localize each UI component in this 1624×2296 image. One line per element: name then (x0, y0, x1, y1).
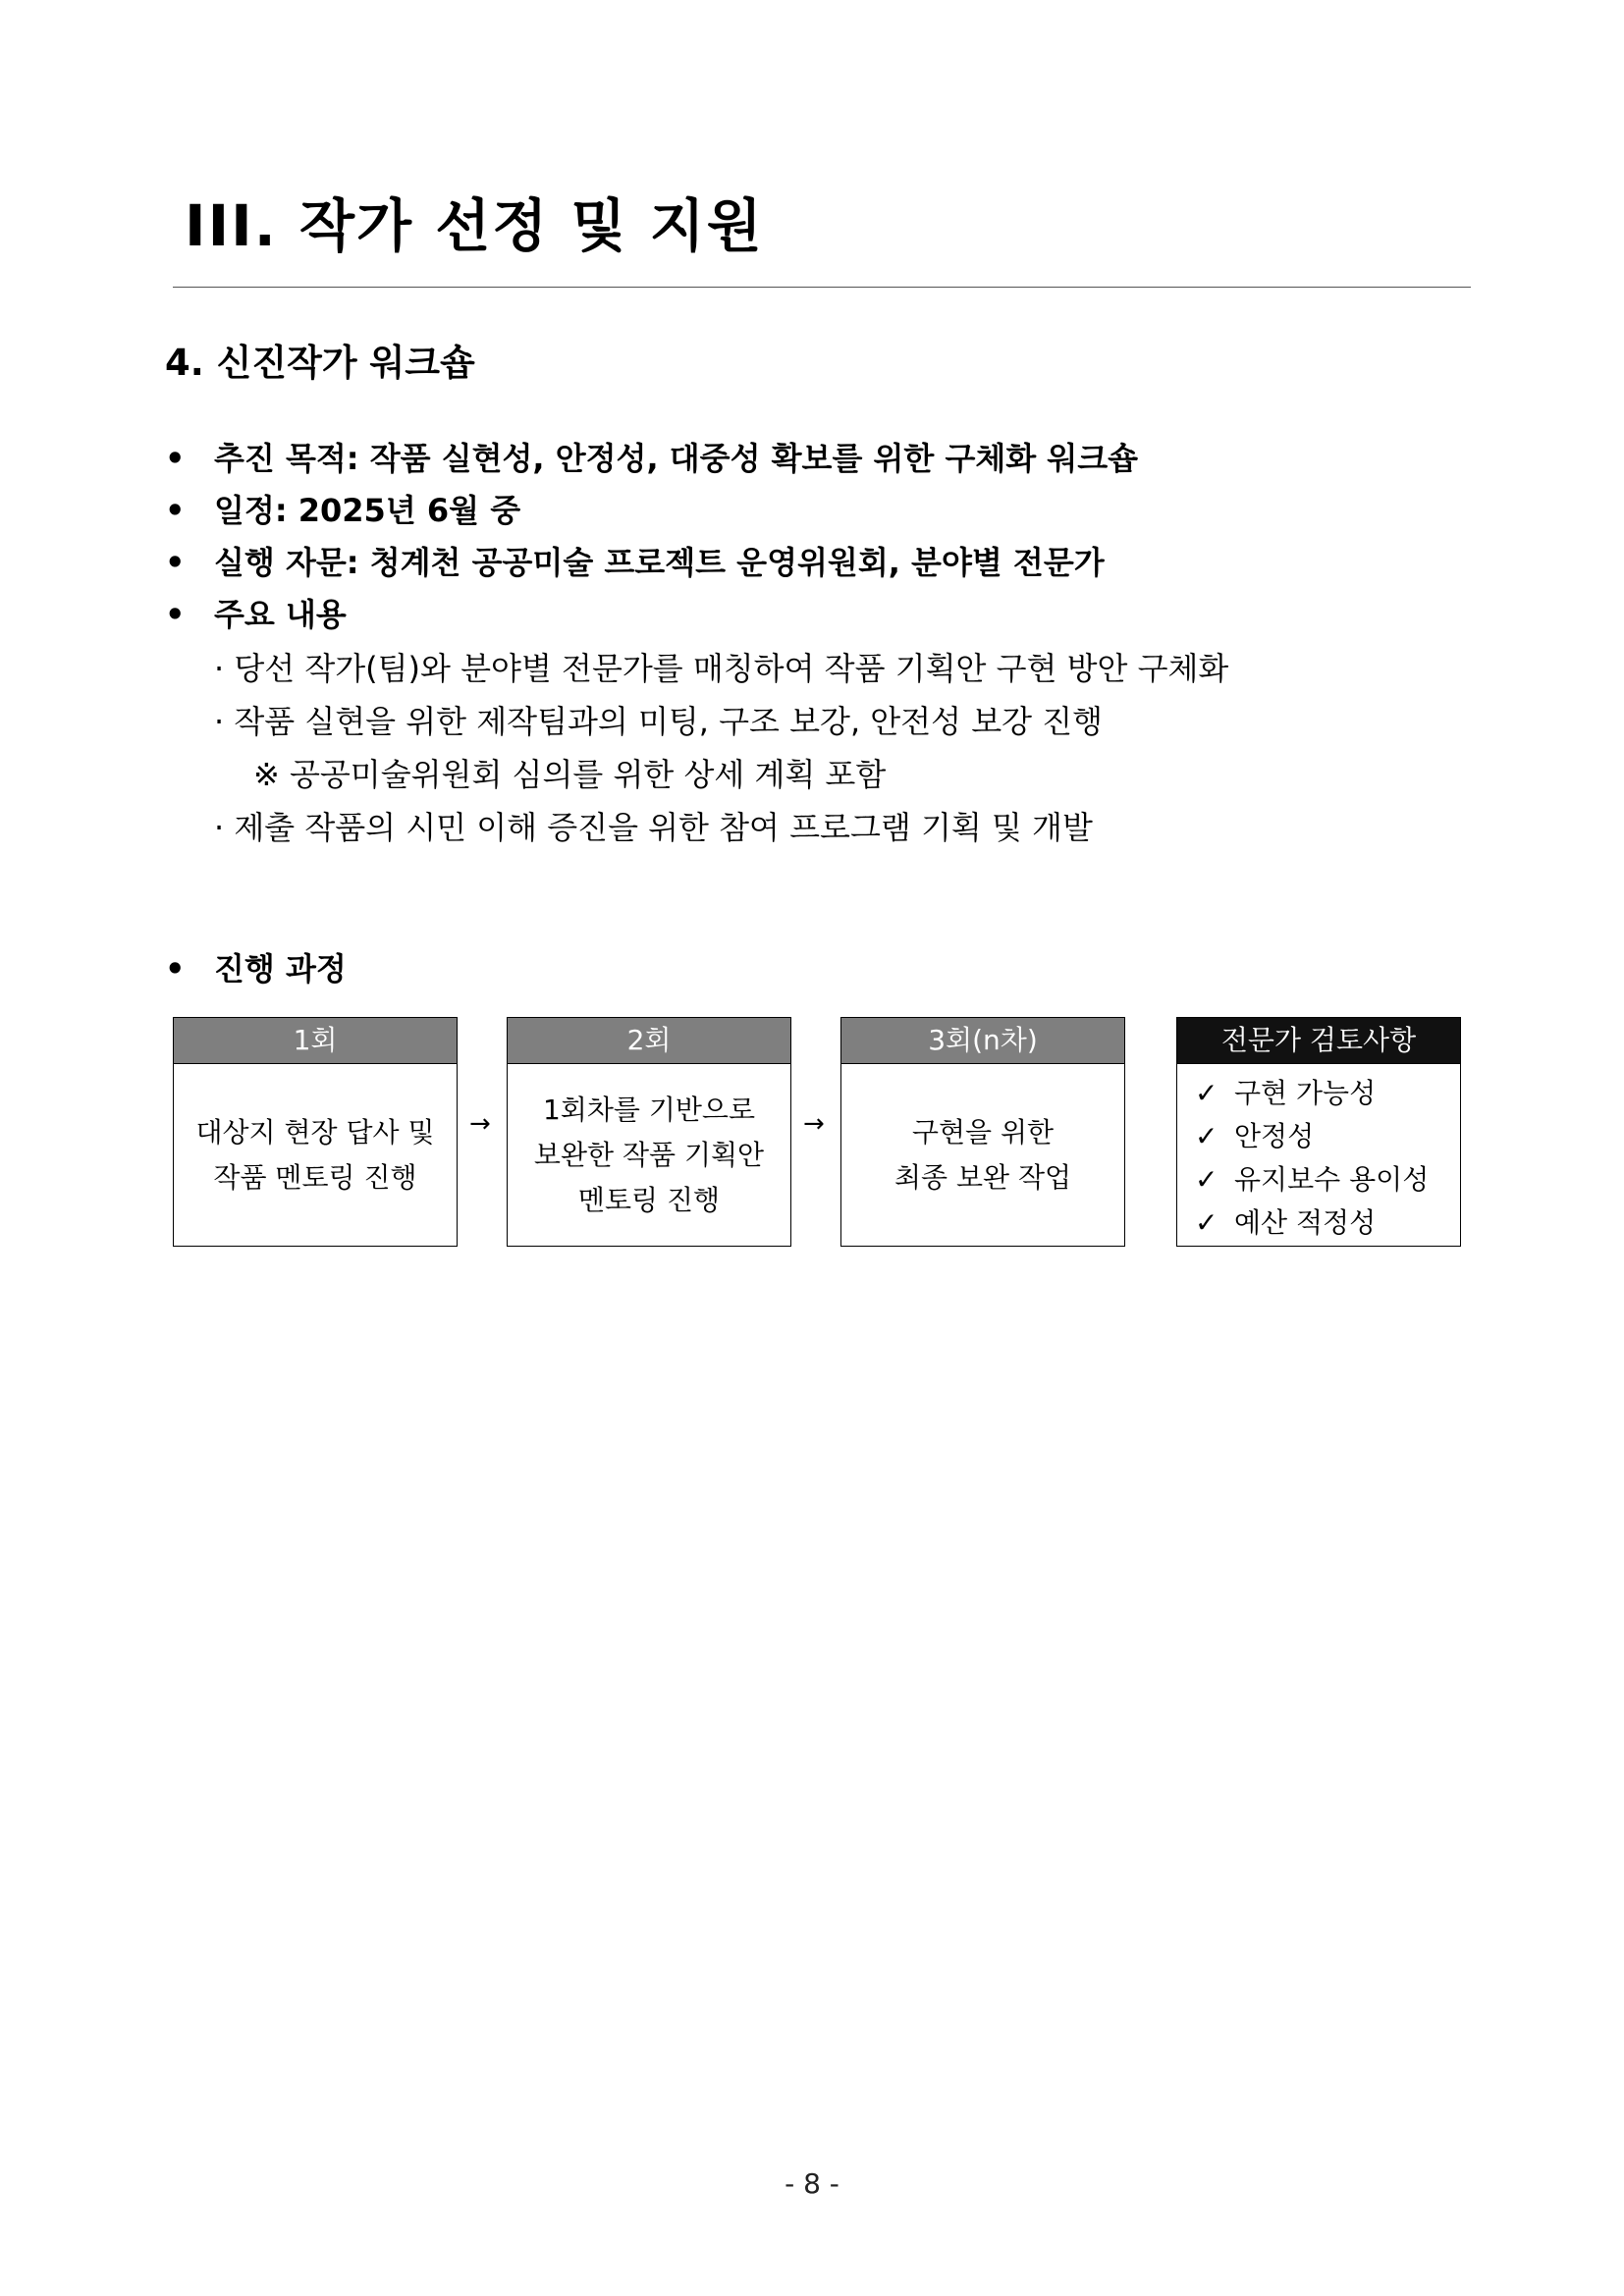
check-icon: ✓ (1195, 1206, 1218, 1239)
page-title: III. 작가 선정 및 지원 (185, 192, 764, 259)
process-step-3 (840, 1017, 1125, 1247)
review-item (1195, 1201, 1460, 1245)
page-number: - 8 - (785, 2167, 839, 2200)
step-header: 1회 (174, 1018, 457, 1064)
review-item (1195, 1072, 1460, 1115)
review-checklist (1177, 1064, 1460, 1245)
step-body (508, 1064, 790, 1247)
review-item-label: 안정성 (1234, 1120, 1315, 1152)
bullet-dot: • (165, 950, 186, 988)
step-header: 3회(n차) (841, 1018, 1124, 1064)
step-line: 구현을 위한 (911, 1116, 1055, 1148)
check-icon: ✓ (1195, 1163, 1218, 1196)
bullet-purpose (165, 440, 1138, 477)
bullet-dot: • (165, 544, 186, 581)
bullet-contents (165, 596, 347, 633)
step-line: 대상지 현장 답사 및 (195, 1116, 435, 1148)
bullet-dot: • (165, 596, 186, 633)
bullet-advisory (165, 544, 1105, 581)
bullet-dot: • (165, 440, 186, 477)
check-icon: ✓ (1195, 1077, 1218, 1109)
bullet-text: 주요 내용 (214, 596, 347, 633)
bullet-schedule (165, 492, 520, 529)
contents-item-program: · 제출 작품의 시민 이해 증진을 위한 참여 프로그램 기획 및 개발 (214, 809, 1093, 846)
contents-item-matching: · 당선 작가(팀)와 분야별 전문가를 매칭하여 작품 기획안 구현 방안 구체화 (214, 650, 1229, 687)
step-line: 최종 보완 작업 (893, 1161, 1072, 1194)
contents-item-production: · 작품 실현을 위한 제작팀과의 미팅, 구조 보강, 안전성 보강 진행 (214, 703, 1104, 740)
bullet-text: 진행 과정 (214, 950, 347, 988)
check-icon: ✓ (1195, 1120, 1218, 1152)
arrow-icon: → (469, 1109, 491, 1139)
bullet-process (165, 950, 347, 988)
contents-note: ※ 공공미술위원회 심의를 위한 상세 계획 포함 (253, 756, 887, 793)
step-body (174, 1064, 457, 1247)
step-line: 보완한 작품 기획안 (533, 1139, 765, 1171)
arrow-icon: → (803, 1109, 825, 1139)
title-divider (173, 287, 1471, 288)
step-header: 2회 (508, 1018, 790, 1064)
review-item-label: 예산 적정성 (1234, 1206, 1377, 1239)
section-heading: 4. 신진작가 워크숍 (165, 342, 475, 384)
step-line: 1회차를 기반으로 (542, 1094, 756, 1126)
bullet-text: 추진 목적: 작품 실현성, 안정성, 대중성 확보를 위한 구체화 워크숍 (214, 440, 1139, 477)
review-item (1195, 1115, 1460, 1158)
review-item (1195, 1158, 1460, 1201)
review-item-label: 구현 가능성 (1234, 1077, 1377, 1109)
review-item-label: 유지보수 용이성 (1234, 1163, 1430, 1196)
bullet-dot: • (165, 492, 186, 529)
process-step-1 (173, 1017, 458, 1247)
step-line: 멘토링 진행 (577, 1184, 721, 1216)
review-header: 전문가 검토사항 (1177, 1018, 1460, 1064)
process-step-2 (507, 1017, 791, 1247)
bullet-text: 실행 자문: 청계천 공공미술 프로젝트 운영위원회, 분야별 전문가 (214, 544, 1105, 581)
expert-review-box (1176, 1017, 1461, 1247)
step-line: 작품 멘토링 진행 (213, 1161, 417, 1194)
step-body (841, 1064, 1124, 1247)
bullet-text: 일정: 2025년 6월 중 (214, 492, 521, 529)
